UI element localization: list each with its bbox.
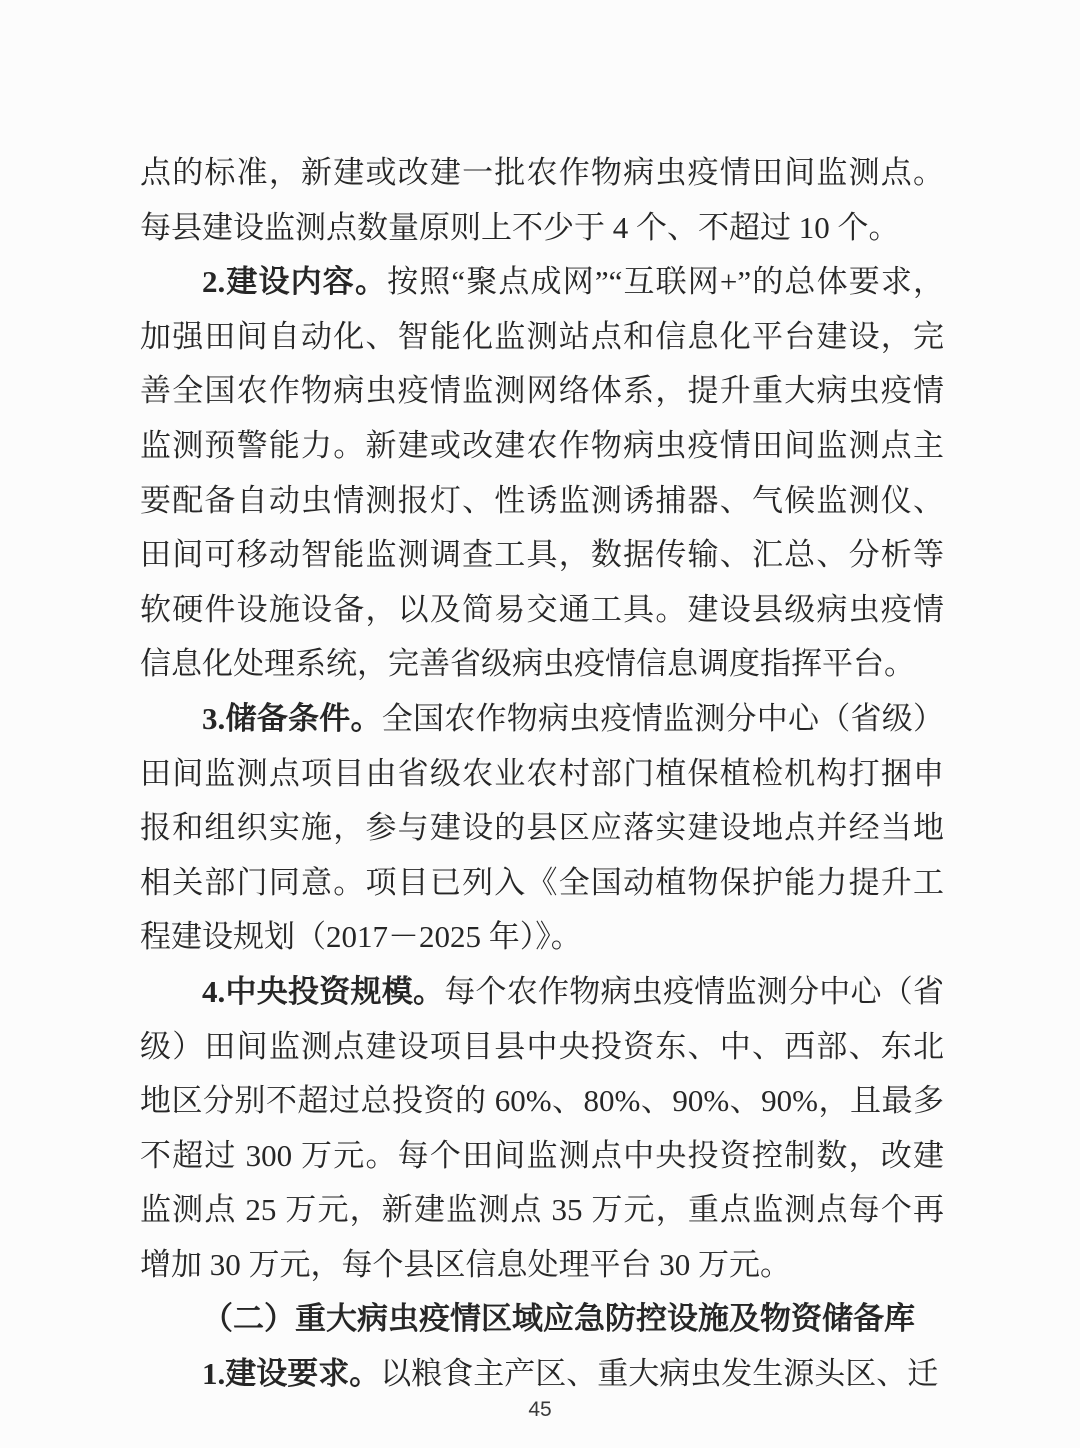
paragraph-construction-content [140,255,944,692]
document-body [140,146,944,1402]
paragraph-central-investment [140,965,944,1293]
section-heading-text: （二）重大病虫疫情区域应急防控设施及物资储备库 [202,1301,915,1337]
paragraph-text: 以粮食主产区、重大病虫发生源头区、迁 [380,1356,939,1392]
paragraph-lead-bold: 2.建设内容。 [202,264,388,300]
paragraph-lead-bold: 3.储备条件。 [202,700,382,736]
paragraph-lead-bold: 4.中央投资规模。 [202,973,445,1009]
paragraph-text: 全国农作物病虫疫情监测分中心（省级）田间监测点项目由省级农业农村部门植保植检机构打捆申报和组织实施，参与建设的县区应落实建设地点并经当地相关部门同意。项目已列入《全国动植物保护能力提升工程建设规划（2017－2025 年）》。 [140,700,944,955]
paragraph-construction-requirements [140,1347,944,1402]
page-number: 45 [528,1398,552,1421]
paragraph-continuation [140,146,944,255]
paragraph-reserve-conditions [140,692,944,965]
paragraph-text: 点的标准，新建或改建一批农作物病虫疫情田间监测点。每县建设监测点数量原则上不少于 4 个、不超过 10 个。 [140,155,944,245]
paragraph-text: 每个农作物病虫疫情监测分中心（省级）田间监测点建设项目县中央投资东、中、西部、东北地区分别不超过总投资的 60%、80%、90%、90%，且最多不超过 300 万元。每个田间监测点中央投资控制数，改建监测点 25 万元，新建监测点 35 万元，重点监测点每个再增加 30 万元，每个县区信息处理平台 30 万元。 [140,973,944,1282]
paragraph-lead-bold: 1.建设要求。 [202,1356,381,1392]
section-heading-two [140,1292,944,1347]
paragraph-text: 按照“聚点成网”“互联网+”的总体要求，加强田间自动化、智能化监测站点和信息化平台建设，完善全国农作物病虫疫情监测网络体系，提升重大病虫疫情监测预警能力。新建或改建农作物病虫疫情田间监测点主要配备自动虫情测报灯、性诱监测诱捕器、气候监测仪、田间可移动智能监测调查工具，数据传输、汇总、分析等软硬件设施设备，以及简易交通工具。建设县级病虫疫情信息化处理系统，完善省级病虫疫情信息调度指挥平台。 [140,264,944,682]
